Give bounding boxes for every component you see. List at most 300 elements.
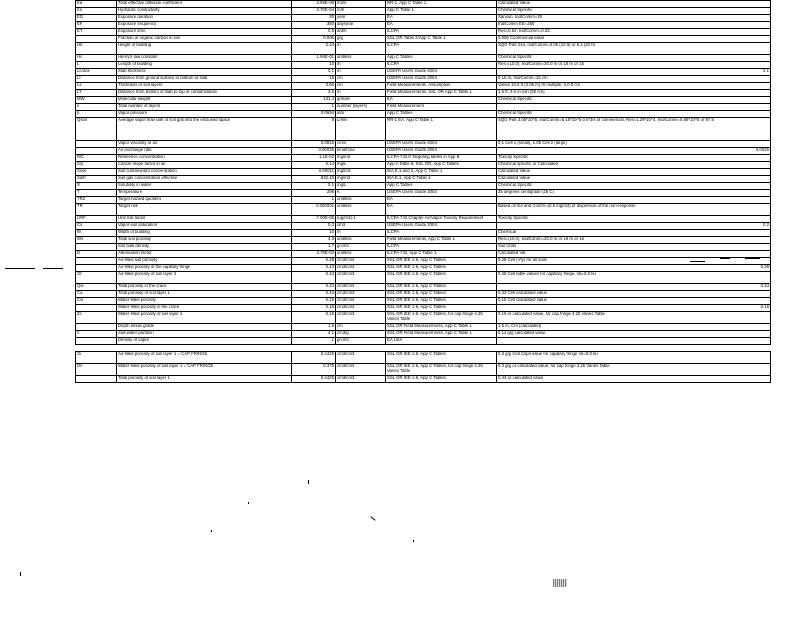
table-row xyxy=(76,118,771,141)
cell-unit: day/year xyxy=(336,22,386,29)
cell-desc: Vapor viscosity of air xyxy=(117,141,292,148)
cell-val: 1.5 xyxy=(292,324,336,331)
crop-line-right-2 xyxy=(720,258,730,259)
table-row xyxy=(76,83,771,90)
cell-val: 0.0694 xyxy=(292,111,336,118)
cell-src: EA xyxy=(386,204,497,216)
cell-src: SSL OR IEE 1-6, App C Tables, for cap fringe 4.25 Vanes Table xyxy=(386,364,497,376)
cell-src: Field Measurements, App C Table 1 xyxy=(386,237,497,244)
cell-src: SSL OR IEE 1-6, App C Tables, for cap fringe 4.25 Vanes Table xyxy=(386,312,497,324)
cell-val: 0.28 xyxy=(292,258,336,265)
cell-desc: Reference concentration xyxy=(117,155,292,162)
table-row xyxy=(76,272,771,284)
scan-dash xyxy=(370,516,375,521)
cell-note: Chemical Specific xyxy=(497,183,771,190)
cell-unit: unitless xyxy=(336,251,386,258)
cell-unit: unitless xyxy=(336,237,386,244)
cell-src: RR-1 EA, App C Table 1 xyxy=(386,118,497,141)
cell-unit: g/g xyxy=(336,36,386,43)
cell-unit: cm3/cm3 xyxy=(336,284,386,291)
cell-desc: Exposure duration xyxy=(117,15,292,22)
cell-note: Calculated Value xyxy=(497,169,771,176)
cell-src: IEA E.1 and 2, App C Table 1 xyxy=(386,169,497,176)
cell-src: App C Table 1 xyxy=(386,8,497,15)
cell-desc: Depth below grade xyxy=(117,324,292,331)
cell-note: Calculated Val xyxy=(497,251,771,258)
cell-sym: Hb xyxy=(76,43,117,55)
cell-note: Ind/Comm EE=250 xyxy=(497,22,771,29)
cell-note: Based on EA and Comm=(0.5 mg/m3) of dispersion of the non-response xyxy=(497,204,771,216)
cell-unit: m xyxy=(336,230,386,237)
cell-src: SSL OR IEE 1-6, App C Tables xyxy=(386,258,497,265)
cell-sym: Kd xyxy=(76,1,117,8)
cell-sym: Oi xyxy=(76,352,117,364)
spacer-cell xyxy=(117,345,292,352)
cell-src: EA xyxy=(386,197,497,204)
scan-speck xyxy=(211,530,212,532)
table-row xyxy=(76,36,771,43)
cell-desc: Attenuation factor xyxy=(117,251,292,258)
table-row xyxy=(76,111,771,118)
cell-val: 7.00E-06 xyxy=(292,216,336,223)
cell-val: 1 xyxy=(292,338,336,345)
cell-src: SSL OR IEE 1-6, App C Tables xyxy=(386,298,497,305)
cell-unit: number (layers) xyxy=(336,104,386,111)
table-row xyxy=(76,305,771,312)
cell-sym: W xyxy=(76,230,117,237)
cell-src: USEPA Users Guide 2004 xyxy=(386,76,497,83)
cell-sym: Dn xyxy=(76,364,117,376)
cell-src: USEPA Users Guide 2004 xyxy=(386,223,497,230)
cell-sym: D xyxy=(76,251,117,258)
cell-unit: unitless xyxy=(336,55,386,62)
cell-note: Chemical xyxy=(497,230,771,237)
table-row xyxy=(76,155,771,162)
cell-desc: Air-filled porosity in the capillary fringe xyxy=(117,265,292,272)
cell-desc: Molecular weight xyxy=(117,97,292,104)
cell-sym xyxy=(76,36,117,43)
table-row xyxy=(76,230,771,237)
cell-unit: g/cm3 xyxy=(336,338,386,345)
table-row xyxy=(76,15,771,22)
table-row xyxy=(76,43,771,55)
cell-desc: Cancer slope factor in air xyxy=(117,162,292,169)
cell-unit: cm3/cm3 xyxy=(336,305,386,312)
table-row xyxy=(76,97,771,104)
cell-sym: Qw xyxy=(76,284,117,291)
table-row xyxy=(76,251,771,258)
cell-val: 3.70E-04 xyxy=(292,8,336,15)
parameter-table-body xyxy=(76,1,771,383)
cell-src: SSL OR Field Measurements, App C Table 1 xyxy=(386,324,497,331)
cell-src: App C Tables xyxy=(386,55,497,62)
cell-val: 0.1 xyxy=(292,69,336,76)
table-row xyxy=(76,216,771,223)
cell-note: Varies 10.0 ft (3.05 m) ftr multiple, 0.0 ft cm xyxy=(497,83,771,90)
table-row xyxy=(76,148,771,155)
cell-unit: cm3/cm3 xyxy=(336,272,386,284)
cell-src: IEA E.1, App C Table 1 xyxy=(386,176,497,183)
cell-unit: mg/m3 xyxy=(336,169,386,176)
cell-val: 0.15 xyxy=(292,298,336,305)
cell-sym: TR xyxy=(76,204,117,216)
cell-val: 298 xyxy=(292,190,336,197)
table-row xyxy=(76,176,771,183)
cell-desc: Water-filled porosity xyxy=(117,298,292,305)
scan-speck xyxy=(413,540,414,542)
cell-desc: Exposure time xyxy=(117,29,292,36)
cell-src: USEPA Users Guide 2004 xyxy=(386,190,497,197)
cell-note: 1.5 m, Cm (calculated) xyxy=(497,324,771,331)
cell-unit: m xyxy=(336,90,386,97)
cell-sym: Hc xyxy=(76,55,117,62)
cell-src: ILCPA xyxy=(386,62,497,69)
cell-val: 3.70E-04 xyxy=(292,251,336,258)
table-row xyxy=(76,190,771,197)
page-marker-chip xyxy=(553,579,567,587)
table-row xyxy=(76,223,771,230)
cell-val: 15 xyxy=(292,76,336,83)
cell-note xyxy=(497,104,771,111)
cell-desc: Total porosity of soil layer 1 xyxy=(117,291,292,298)
table-spacer-row xyxy=(76,345,771,352)
cell-src: RR-1, App C Table 1 xyxy=(386,1,497,8)
table-row xyxy=(76,244,771,251)
cell-val: 10 xyxy=(292,230,336,237)
cell-desc: Water-filled porosity in the crack xyxy=(117,305,292,312)
cell-desc: Length of building xyxy=(117,62,292,69)
cell-sym: n xyxy=(76,331,117,338)
cell-sym: EF xyxy=(76,22,117,29)
cell-sym: Ws xyxy=(76,237,117,244)
table-row xyxy=(76,169,771,176)
cell-desc: Hydraulic conductivity xyxy=(117,8,292,15)
cell-src: Field Measurements, SSL OR App C Table 1 xyxy=(386,90,497,97)
scan-speck xyxy=(248,502,249,504)
cell-desc: Total number of layers xyxy=(117,104,292,111)
cell-note: Calculated Value xyxy=(497,1,771,8)
cell-note: 0.28 Cell (Vfy) for all soils xyxy=(497,258,771,265)
cell-val: 4.1 xyxy=(292,331,336,338)
cell-note: SQG Part 244, Ind/Comm=3.05 (10 ft) or 6.1 (20 ft) xyxy=(497,43,771,55)
cell-desc: Vapor pressure xyxy=(117,111,292,118)
cell-src: ILCPA xyxy=(386,230,497,237)
cell-val: 0.000001 xyxy=(292,204,336,216)
cell-sym: Ssoil xyxy=(76,169,117,176)
cell-src: SSL OR IEE 1-6, App C Tables xyxy=(386,265,497,272)
cell-src: Field Measurement xyxy=(386,104,497,111)
cell-val: 0.4425 xyxy=(292,376,336,383)
cell-sym xyxy=(76,141,117,148)
cell-note: Sanson, Ind/Comm=25 xyxy=(497,15,771,22)
cell-desc: Exposure frequency xyxy=(117,22,292,29)
cell-desc: Distance from ground surface to bottom of slab xyxy=(117,76,292,83)
cell-sym: Ot xyxy=(76,272,117,284)
cell-desc: Air-filled soil porosity xyxy=(117,258,292,265)
cell-sym: T xyxy=(76,190,117,197)
cell-note: Chemical specific or Calculated xyxy=(497,162,771,169)
cell-desc: Air exchange rate xyxy=(117,148,292,155)
cell-note: 0.15 Cell calculated value xyxy=(497,298,771,305)
cell-sym xyxy=(76,148,117,155)
scan-speck xyxy=(308,480,309,484)
cell-desc: Total effective diffusion coefficient xyxy=(117,1,292,8)
cell-unit: cm3 xyxy=(336,223,386,230)
table-row xyxy=(76,331,771,338)
cell-val: 131.4 xyxy=(292,97,336,104)
cell-desc: Fraction of organic carbon in soil xyxy=(117,36,292,43)
cell-val: 0.13 xyxy=(292,272,336,284)
cell-src: SSL OR IEE 1-6, App C Tables xyxy=(386,291,497,298)
cell-unit: L/min xyxy=(336,118,386,141)
cell-sym: URF xyxy=(76,216,117,223)
parameter-table xyxy=(75,0,771,383)
cell-sym: Qsoil xyxy=(76,118,117,141)
cell-val: 0.375 xyxy=(292,364,336,376)
cell-note: 0.3 g/g Cell Capil value for capillary fringe Va=0.0 ku xyxy=(497,352,771,364)
cell-unit: kma/hour xyxy=(336,148,386,155)
cell-src: SSL OR IEE 1-6, App C Tables xyxy=(386,284,497,291)
cell-note: SQG Part 3.05*10^5, Ind/Comm=5.15*10^5 cm^3/s of commercial, Res=1.29*10^4, Ind/Comm=5.68*10^5 or 97.5 xyxy=(497,118,771,141)
cell-sym: TR2 xyxy=(76,197,117,204)
cell-desc: Slab thickness xyxy=(117,69,292,76)
cell-unit: mg/L xyxy=(336,162,386,169)
cell-note: Chemical Specific xyxy=(497,55,771,62)
cell-unit: cm3/cm3 xyxy=(336,364,386,376)
note-value: 0.0025 xyxy=(755,147,769,152)
cell-note: 25 degrees centigrade (25 C) xyxy=(497,190,771,197)
cell-unit: d/d/h xyxy=(336,29,386,36)
cell-src: SSL OR Table 2/App C Table 1 xyxy=(386,36,497,43)
crop-line-left-2 xyxy=(43,268,63,269)
cell-src: App C Tables xyxy=(386,183,497,190)
table-row xyxy=(76,55,771,62)
cell-unit: cm xyxy=(336,324,386,331)
table-row xyxy=(76,1,771,8)
cell-note: 0.13 g/g calculated value xyxy=(497,331,771,338)
note-value: 0.43 xyxy=(760,283,769,288)
table-row xyxy=(76,291,771,298)
cell-note: Calculated Value xyxy=(497,176,771,183)
spacer-cell xyxy=(497,345,771,352)
cell-src: SSL OR IEE 1-6, App C Tables xyxy=(386,352,497,364)
cell-note: Toxicity Specific xyxy=(497,216,771,223)
cell-sym: p xyxy=(76,111,117,118)
cell-val: 0.0815 xyxy=(292,141,336,148)
cell-src: ILCPA xyxy=(386,29,497,36)
spacer-cell xyxy=(76,345,117,352)
table-row xyxy=(76,204,771,216)
cell-src: EA xyxy=(386,22,497,29)
cell-note: Toxicity Specific xyxy=(497,155,771,162)
cell-sym: Zc xyxy=(76,312,117,324)
table-row xyxy=(76,183,771,190)
table-row xyxy=(76,298,771,305)
cell-val: 30 xyxy=(292,15,336,22)
cell-unit: mg/m3 xyxy=(336,176,386,183)
cell-note: Chemical Specific xyxy=(497,97,771,104)
cell-sym xyxy=(76,258,117,265)
cell-val: 0.13 xyxy=(292,265,336,272)
cell-sym: SQ xyxy=(76,162,117,169)
cell-unit: cm3/cm3 xyxy=(336,298,386,305)
cell-unit: m2/h xyxy=(336,1,386,8)
spacer-cell xyxy=(292,345,336,352)
cell-sym: Cs xyxy=(76,223,117,230)
cell-unit: m xyxy=(336,69,386,76)
cell-unit: m xyxy=(336,62,386,69)
cell-val: 0.14 xyxy=(292,162,336,169)
note-value: 0.1 xyxy=(763,68,769,73)
table-row xyxy=(76,237,771,244)
cell-sym: L xyxy=(76,62,117,69)
cell-unit: mg/m3 xyxy=(336,155,386,162)
cell-unit: K xyxy=(336,190,386,197)
cell-unit: g/mole xyxy=(336,97,386,104)
cell-note xyxy=(497,197,771,204)
cell-val: 0.15 xyxy=(292,305,336,312)
cell-sym: Ca xyxy=(76,291,117,298)
cell-sym: Cw xyxy=(76,298,117,305)
cell-src: USEPA Users Guide 2004 xyxy=(386,148,497,155)
cell-desc: Temperature xyxy=(117,190,292,197)
cell-note xyxy=(497,69,771,76)
cell-unit: cm3/g xyxy=(336,331,386,338)
cell-src: ILCPA xyxy=(386,43,497,55)
cell-sym xyxy=(76,305,117,312)
note-value: 0.28 xyxy=(760,264,769,269)
cell-val: 0.43 xyxy=(292,291,336,298)
cell-note: 1.5 ft, 2.5 m min (50 cm) xyxy=(497,90,771,97)
cell-src: App C Tables xyxy=(386,111,497,118)
cell-note: 0.43 Cell calculated value xyxy=(497,291,771,298)
cell-src: SSL OR Field Measurements, App C Table 1 xyxy=(386,331,497,338)
cell-src: USEPA Users Guide 2004 xyxy=(386,69,497,76)
cell-val: 0.00011 xyxy=(292,169,336,176)
cell-val: 0.00025 xyxy=(292,148,336,155)
cell-sym: Lcrack xyxy=(76,69,117,76)
cell-desc: Air-filled porosity of soil layer 2 xyxy=(117,272,292,284)
cell-sym: Sdiff xyxy=(76,176,117,183)
cell-sym: ET xyxy=(76,29,117,36)
cell-desc: Width of building xyxy=(117,230,292,237)
cell-desc: Water-filled porosity of soil layer 1 = CAP FRINGE xyxy=(117,364,292,376)
cell-val: 1 xyxy=(292,104,336,111)
cell-desc: Vapor-soil saturation xyxy=(117,223,292,230)
spacer-cell xyxy=(386,345,497,352)
cell-unit: (ug/m3)-1 xyxy=(336,216,386,223)
table-row xyxy=(76,162,771,169)
cell-note: 0.1 Cell 1 (small), 1.05 Cell 2 (large) xyxy=(497,141,771,148)
cell-val: 3.66 xyxy=(292,83,336,90)
cell-note: Chemical Specific xyxy=(497,8,771,15)
cell-note xyxy=(497,284,771,291)
cell-desc: Distance from bottom of slab to top of contamination xyxy=(117,90,292,97)
cell-desc: Unit risk factor xyxy=(117,216,292,223)
cell-desc: Soil gas concentration effective xyxy=(117,176,292,183)
cell-desc: Total soil porosity xyxy=(117,237,292,244)
cell-src: SSL OR IEE 1-6, App C Tables xyxy=(386,305,497,312)
table-row xyxy=(76,29,771,36)
cell-desc: Solubility in water xyxy=(117,183,292,190)
cell-note xyxy=(497,338,771,345)
cell-sym xyxy=(76,265,117,272)
cell-sym: S xyxy=(76,183,117,190)
cell-val: 0.006 xyxy=(292,36,336,43)
cell-val: 350 xyxy=(292,22,336,29)
cell-note: 0.15 or calculated value, for cap fringe 4.25 Vanes Table xyxy=(497,312,771,324)
cell-unit: cm/s xyxy=(336,141,386,148)
cell-sym xyxy=(76,244,117,251)
cell-src: ILCPA 742.Chapter Air/Vapor Toxicity Requirement xyxy=(386,216,497,223)
cell-note: Res=0.52, Ind/Comm=0.33 xyxy=(497,29,771,36)
cell-desc: Soil-water partition xyxy=(117,331,292,338)
cell-note xyxy=(497,148,771,155)
note-value: 0.15 xyxy=(760,304,769,309)
cell-val: 3.59E-08 xyxy=(292,1,336,8)
table-row xyxy=(76,258,771,265)
cell-sym xyxy=(76,376,117,383)
table-row xyxy=(76,312,771,324)
cell-src: ILCPA 742, App C Table 1 xyxy=(386,251,497,258)
cell-val: 2.44 xyxy=(292,43,336,55)
cell-val: 0.15 xyxy=(292,312,336,324)
table-row xyxy=(76,284,771,291)
cell-sym: RfC xyxy=(76,155,117,162)
cell-val: 0.4425 xyxy=(292,352,336,364)
cell-unit: unitless xyxy=(336,204,386,216)
cell-unit: cm xyxy=(336,76,386,83)
cell-unit: cm3/cm3 xyxy=(336,312,386,324)
crop-line-right-3 xyxy=(745,258,760,259)
crop-line-left xyxy=(5,268,35,269)
cell-note: Res=(10,0), Ind/Comm=20.0 m or 18 m or 15 xyxy=(497,62,771,69)
cell-note: 0.3 g/g or calculated value, for cap fringe 4.25 Vanes Table xyxy=(497,364,771,376)
crop-line-right xyxy=(690,261,705,262)
cell-sym: Ls xyxy=(76,83,117,90)
cell-desc: Total porosity in the crack xyxy=(117,284,292,291)
cell-desc: Target risk xyxy=(117,204,292,216)
cell-sym: n xyxy=(76,104,117,111)
table-row xyxy=(76,22,771,29)
cell-val: 1 xyxy=(292,197,336,204)
note-value: 0.2 xyxy=(763,222,769,227)
cell-val: 0.3 xyxy=(292,223,336,230)
cell-unit: year xyxy=(336,15,386,22)
table-row xyxy=(76,69,771,76)
scan-speck xyxy=(20,572,21,576)
cell-note xyxy=(497,305,771,312)
cell-val: 1.7 xyxy=(292,244,336,251)
cell-src: EA xyxy=(386,97,497,104)
cell-val: 10 xyxy=(292,62,336,69)
cell-note: Res=(10,0), Ind/Comm=20.0 m or 18 m or 15 xyxy=(497,237,771,244)
cell-desc: Thickness of soil layers xyxy=(117,83,292,90)
cell-note: 0.006 Commercial value xyxy=(497,36,771,43)
cell-unit: g/cm3 xyxy=(336,244,386,251)
cell-desc: Average vapor flow rate of soil gas into the enclosed space xyxy=(117,118,292,141)
cell-val: 5 xyxy=(292,118,336,141)
table-row xyxy=(76,141,771,148)
cell-val: 0.5 xyxy=(292,29,336,36)
table-row xyxy=(76,76,771,83)
cell-src: EA USA xyxy=(386,338,497,345)
cell-desc: Soil bulk density xyxy=(117,244,292,251)
cell-note: Chemical Specific xyxy=(497,111,771,118)
cell-src: ILCPA xyxy=(386,244,497,251)
cell-unit: cm3/cm3 xyxy=(336,258,386,265)
table-row xyxy=(76,104,771,111)
